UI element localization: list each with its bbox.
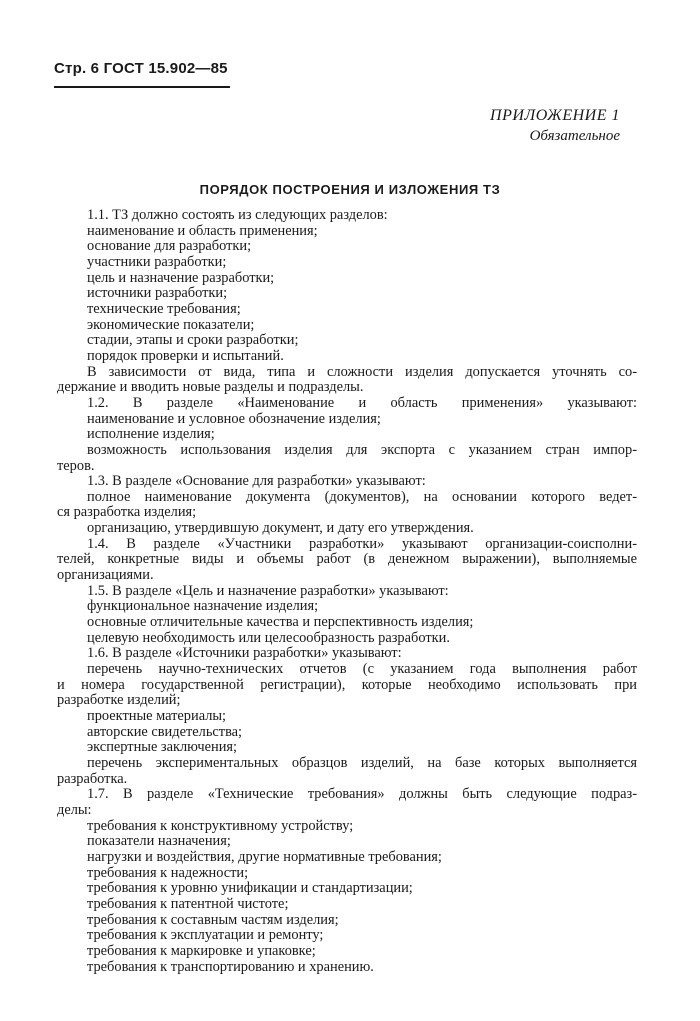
body-line: наименование и условное обозначение изделия; <box>87 410 381 427</box>
body-line: исполнение изделия; <box>87 426 215 443</box>
body-line: экономические показатели; <box>87 316 255 333</box>
body-line: 1.6. В разделе «Источники разработки» указывают: <box>87 645 402 662</box>
body-line: источники разработки; <box>87 285 228 302</box>
body-line: 1.3. В разделе «Основание для разработки» указывают: <box>87 473 426 490</box>
body-line: требования к составным частям изделия; <box>87 911 339 928</box>
body-line: разработке изделий; <box>57 692 181 709</box>
body-line: авторские свидетельства; <box>87 723 243 740</box>
body-line: требования к надежности; <box>87 864 249 881</box>
body-line: основные отличительные качества и перспективность изделия; <box>87 614 474 631</box>
header-rule <box>54 86 230 88</box>
page-header: Стр. 6 ГОСТ 15.902—85 <box>54 60 228 77</box>
body-line: 1.4. В разделе «Участники разработки» указывают организации-соисполни- <box>87 535 637 552</box>
body-line: В зависимости от вида, типа и сложности изделия допускается уточнять со- <box>87 363 637 380</box>
body-line: порядок проверки и испытаний. <box>87 347 284 364</box>
body-line: наименование и область применения; <box>87 222 318 239</box>
body-line: экспертные заключения; <box>87 739 238 756</box>
body-line: требования к эксплуатации и ремонту; <box>87 927 324 944</box>
body-line: функциональное назначение изделия; <box>87 598 319 615</box>
body-line: телей, конкретные виды и объемы работ (в денежном выражении), выполняемые <box>57 551 637 568</box>
body-line: ся разработка изделия; <box>57 504 197 521</box>
body-line: показатели назначения; <box>87 833 231 850</box>
body-line: организациями. <box>57 567 154 584</box>
body-line: держание и вводить новые разделы и подразделы. <box>57 379 364 396</box>
body-line: участники разработки; <box>87 253 227 270</box>
section-title: ПОРЯДОК ПОСТРОЕНИЯ И ИЗЛОЖЕНИЯ ТЗ <box>199 182 501 197</box>
body-line: 1.2. В разделе «Наименование и область применения» указывают: <box>87 394 637 411</box>
body-line: 1.5. В разделе «Цель и назначение разработки» указывают: <box>87 582 449 599</box>
body-line: цель и назначение разработки; <box>87 269 275 286</box>
body-line: требования к транспортированию и хранению. <box>87 958 374 975</box>
body-line: требования к патентной чистоте; <box>87 895 289 912</box>
body-line: требования к уровню унификации и стандартизации; <box>87 880 413 897</box>
body-line: требования к маркировке и упаковке; <box>87 942 316 959</box>
appendix-label <box>490 106 620 146</box>
body-line: стадии, этапы и сроки разработки; <box>87 332 299 349</box>
body-line: разработка. <box>57 770 128 787</box>
body-line: основание для разработки; <box>87 238 252 255</box>
body-line: полное наименование документа (документов), на основании которого ведет- <box>87 488 637 505</box>
body-line: проектные материалы; <box>87 708 227 724</box>
body-line: и номера государственной регистрации), которые необходимо использовать при <box>57 676 637 693</box>
body-line: организацию, утвердившую документ, и дату его утверждения. <box>87 520 474 537</box>
body-line: 1.7. В разделе «Технические требования» должны быть следующие подраз- <box>87 786 637 803</box>
body-line: делы: <box>57 801 92 818</box>
body-line: перечень экспериментальных образцов изделий, на базе которых выполняется <box>87 754 637 771</box>
appendix-subtitle: Обязательное <box>529 128 620 144</box>
body-line: 1.1. ТЗ должно состоять из следующих разделов: <box>87 207 388 223</box>
appendix-title: ПРИЛОЖЕНИЕ 1 <box>490 107 620 124</box>
document-body <box>57 208 637 975</box>
body-line: целевую необходимость или целесообразность разработки. <box>87 629 450 646</box>
body-line: технические требования; <box>87 300 241 317</box>
body-line: перечень научно-технических отчетов (с указанием года выполнения работ <box>87 661 637 678</box>
body-line: возможность использования изделия для экспорта с указанием стран импор- <box>87 441 637 458</box>
body-line: теров. <box>57 457 95 474</box>
body-line: нагрузки и воздействия, другие нормативные требования; <box>87 848 442 865</box>
body-line: требования к конструктивному устройству; <box>87 817 354 834</box>
